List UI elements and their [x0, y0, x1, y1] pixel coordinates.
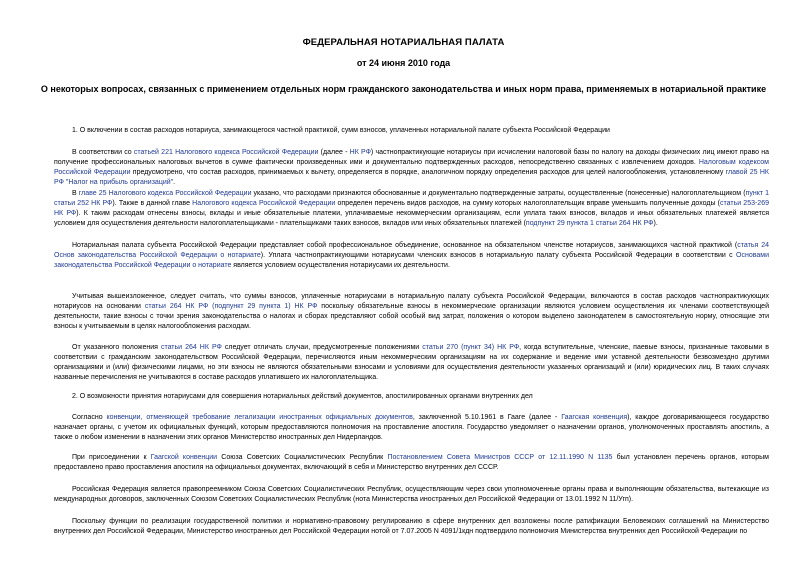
paragraph-text: Учитывая вышеизложенное, следует считать, что суммы взносов, уплаченные нотариусами в нотариальную палату субъекта Российской Федерации, включаются в состав расходов частнопрактикующих нотариусов на основании — [54, 293, 769, 310]
law-reference-link[interactable]: НК РФ — [349, 149, 371, 156]
paragraph-text: Российская Федерация является правопреемником Союза Советских Социалистических Республик, осуществляющим через свои уполномоченные органы права и выполняющим обязательства, вытекающие из международных договоров, заключенных Союзом Советских Социалистических Республик (нота Министерства иностранных дел Российской Федерации от 13.01.1992 N 11/Угп). — [54, 486, 769, 503]
paragraph — [54, 485, 769, 505]
law-reference-link[interactable]: статьей 221 Налогового кодекса Российской Федерации — [133, 149, 319, 156]
law-reference-link[interactable]: статьи 270 (пункт 34) НК РФ — [422, 344, 520, 351]
paragraph — [54, 413, 769, 443]
paragraph — [54, 292, 769, 332]
paragraph-text: От указанного положения — [72, 344, 161, 351]
law-reference-link[interactable]: Постановлением Совета Министров СССР от 12.11.1990 N 1135 — [387, 454, 613, 461]
paragraph-text: следует отличать случаи, предусмотренные положениями — [221, 344, 423, 351]
paragraph-text: Союза Советских Социалистических Республик — [217, 454, 388, 461]
paragraph-text: 1. О включении в состав расходов нотариуса, занимающегося частной практикой, сумм взносов, уплаченных нотариальной палате субъекта Российской Федерации — [72, 127, 610, 134]
paragraph-text: Нотариальная палата субъекта Российской Федерации представляет собой профессиональное объединение, основанное на обязательном членстве нотариусов, занимающихся частной практикой ( — [72, 242, 738, 249]
paragraph-text: , заключенной 5.10.1961 в Гааге (далее - — [412, 414, 562, 421]
paragraph-text: ). Также в данной главе — [112, 200, 193, 207]
document-title: ФЕДЕРАЛЬНАЯ НОТАРИАЛЬНАЯ ПАЛАТА — [302, 37, 505, 48]
paragraph — [54, 241, 769, 271]
paragraph-text: ), каждое договаривающееся государство назначает органы, с учетом их официальных функций, которым предоставляются полномочия на проставление апостиля. Государство уведомляет о назначении органов, уполномоченных проставлять апостиль, а также о любом изменении в назначении этих органов Министерство иностранных дел Нидерландов. — [54, 414, 770, 441]
paragraph-text: является условием осуществления нотариусами их деятельности. — [231, 262, 450, 269]
law-reference-link[interactable]: статьи 264 НК РФ (подпункт 29 пункта 1) НК РФ — [144, 303, 318, 310]
paragraph-text: ). К таким расходам отнесены взносы, вклады и иные обязательные платежи, уплачиваемые некоммерческим организациям, если уплата таких взносов, вкладов и иных обязательных платежей является условием для осуществления деятельности налогоплательщиками - плательщиками таких взносов, вкладов или иных обязательных платежей ( — [54, 210, 769, 227]
paragraph — [54, 453, 769, 473]
paragraph-text: ) частнопрактикующие нотариусы при исчислении налоговой базы по налогу на доходы физических лиц имеют право на получение профессиональных налоговых вычетов в сумме фактически произведенных ими и документально подтвержденных расходов, непосредственно связанных с извлечением доходов. — [54, 149, 769, 166]
law-reference-link[interactable]: статьи 253-269 НК РФ — [54, 200, 769, 217]
paragraph — [54, 517, 769, 537]
law-reference-link[interactable]: подпункт 29 пункта 1 статьи 264 НК РФ — [525, 220, 654, 227]
law-reference-link[interactable]: Гаагская конвенция — [561, 414, 628, 421]
paragraph-text: , когда вступительные, членские, паевые взносы, признанные таковыми в соответствии с гражданским законодательством Российской Федерации, перечисляются иным некоммерческим организациям на их содержание и ведение ими уставной деятельности безвозмездно другими организациями и (или) физическими лицами, но эти взносы не являются обязательными взносами и условиями для осуществления деятельности указанных организаций и (или) юридических лиц. В таких случаях названные перечисления не учитываются в составе расходов уплатившего их налогоплательщика. — [54, 344, 770, 381]
paragraph — [54, 189, 769, 229]
law-reference-link[interactable]: Гаагской конвенции — [150, 454, 218, 461]
paragraph — [54, 343, 769, 383]
paragraph-text: При присоединении к — [72, 454, 151, 461]
paragraph-text: предусмотрено, что состав расходов, принимаемых к вычету, определяется в порядке, аналогичном порядку определения расходов для целей налогообложения, установленному — [130, 169, 726, 176]
law-reference-link[interactable]: Налоговым кодексом Российской Федерации — [54, 159, 769, 176]
law-reference-link[interactable]: Основами законодательства Российской Федерации о нотариате — [54, 252, 769, 269]
law-reference-link[interactable]: главе 25 Налогового кодекса Российской Федерации — [78, 190, 252, 197]
law-reference-link[interactable]: Налогового кодекса Российской Федерации — [192, 200, 336, 207]
document-subject: О некоторых вопросах, связанных с применением отдельных норм гражданского законодательства и иных норм права, применяемых в нотариальной практике — [40, 84, 767, 94]
law-reference-link[interactable]: статья 24 Основ законодательства Российской Федерации о нотариате — [54, 242, 769, 259]
paragraph-text: В соответствии со — [72, 149, 134, 156]
law-reference-link[interactable]: статьи 264 НК РФ — [160, 344, 222, 351]
paragraph-text: был установлен перечень органов, которым предоставлено право проставления апостиля на официальных документах, включающий в себя и Министерство внутренних дел СССР. — [54, 454, 769, 471]
paragraph-text: . — [173, 179, 176, 186]
paragraph — [54, 148, 769, 188]
paragraph-text: В — [72, 190, 79, 197]
paragraph-text: (далее - — [318, 149, 350, 156]
paragraph-text: определен перечень видов расходов, на сумму которых налогоплательщик вправе уменьшить полученные доходы ( — [335, 200, 720, 207]
paragraph-text: указано, что расходами признаются обоснованные и документально подтвержденные затраты, осуществленные (понесенные) налогоплательщиком ( — [251, 190, 746, 197]
paragraph-text: поскольку обязательные взносы в некоммерческие организации являются условием осуществления их членами соответствующей деятельности, такие взносы с точки зрения законодательства о налогах и сборах представляют собой особый вид затрат, положения о котором выделено законодателем в самостоятельную норму, относящие эти взносы к учитываемым в целях налогообложения расходам. — [54, 303, 769, 330]
paragraph-text: Поскольку функции по реализации государственной политики и нормативно-правовому регулированию в сфере внутренних дел возложены после ратификации Беловежских соглашений на Министерство внутренних дел Российской Федерации, Министерство иностранных дел Российской Федерации нотой от 7.07.2005 N 4091/1кдн подтвердило полномочия Министерства внутренних дел Российской Федерации по — [54, 518, 769, 535]
law-reference-link[interactable]: конвенции, отменяющей требование легализации иностранных официальных документов — [106, 414, 413, 421]
paragraph — [54, 392, 769, 402]
paragraph-text: 2. О возможности принятия нотариусами для совершения нотариальных действий документов, апостилированных органами внутренних дел — [72, 393, 533, 400]
document-date: от 24 июня 2010 года — [356, 58, 451, 68]
law-reference-link[interactable]: главой 25 НК РФ "Налог на прибыль организаций" — [54, 169, 769, 186]
paragraph-text: ). — [653, 220, 658, 227]
paragraph — [54, 126, 769, 136]
paragraph-text: ). Уплата частнопрактикующими нотариусами членских взносов в нотариальную палату субъекта Российской Федерации в соответствии с — [260, 252, 737, 259]
paragraph-text: Согласно — [72, 414, 107, 421]
law-reference-link[interactable]: пункт 1 статьи 252 НК РФ — [54, 190, 769, 207]
